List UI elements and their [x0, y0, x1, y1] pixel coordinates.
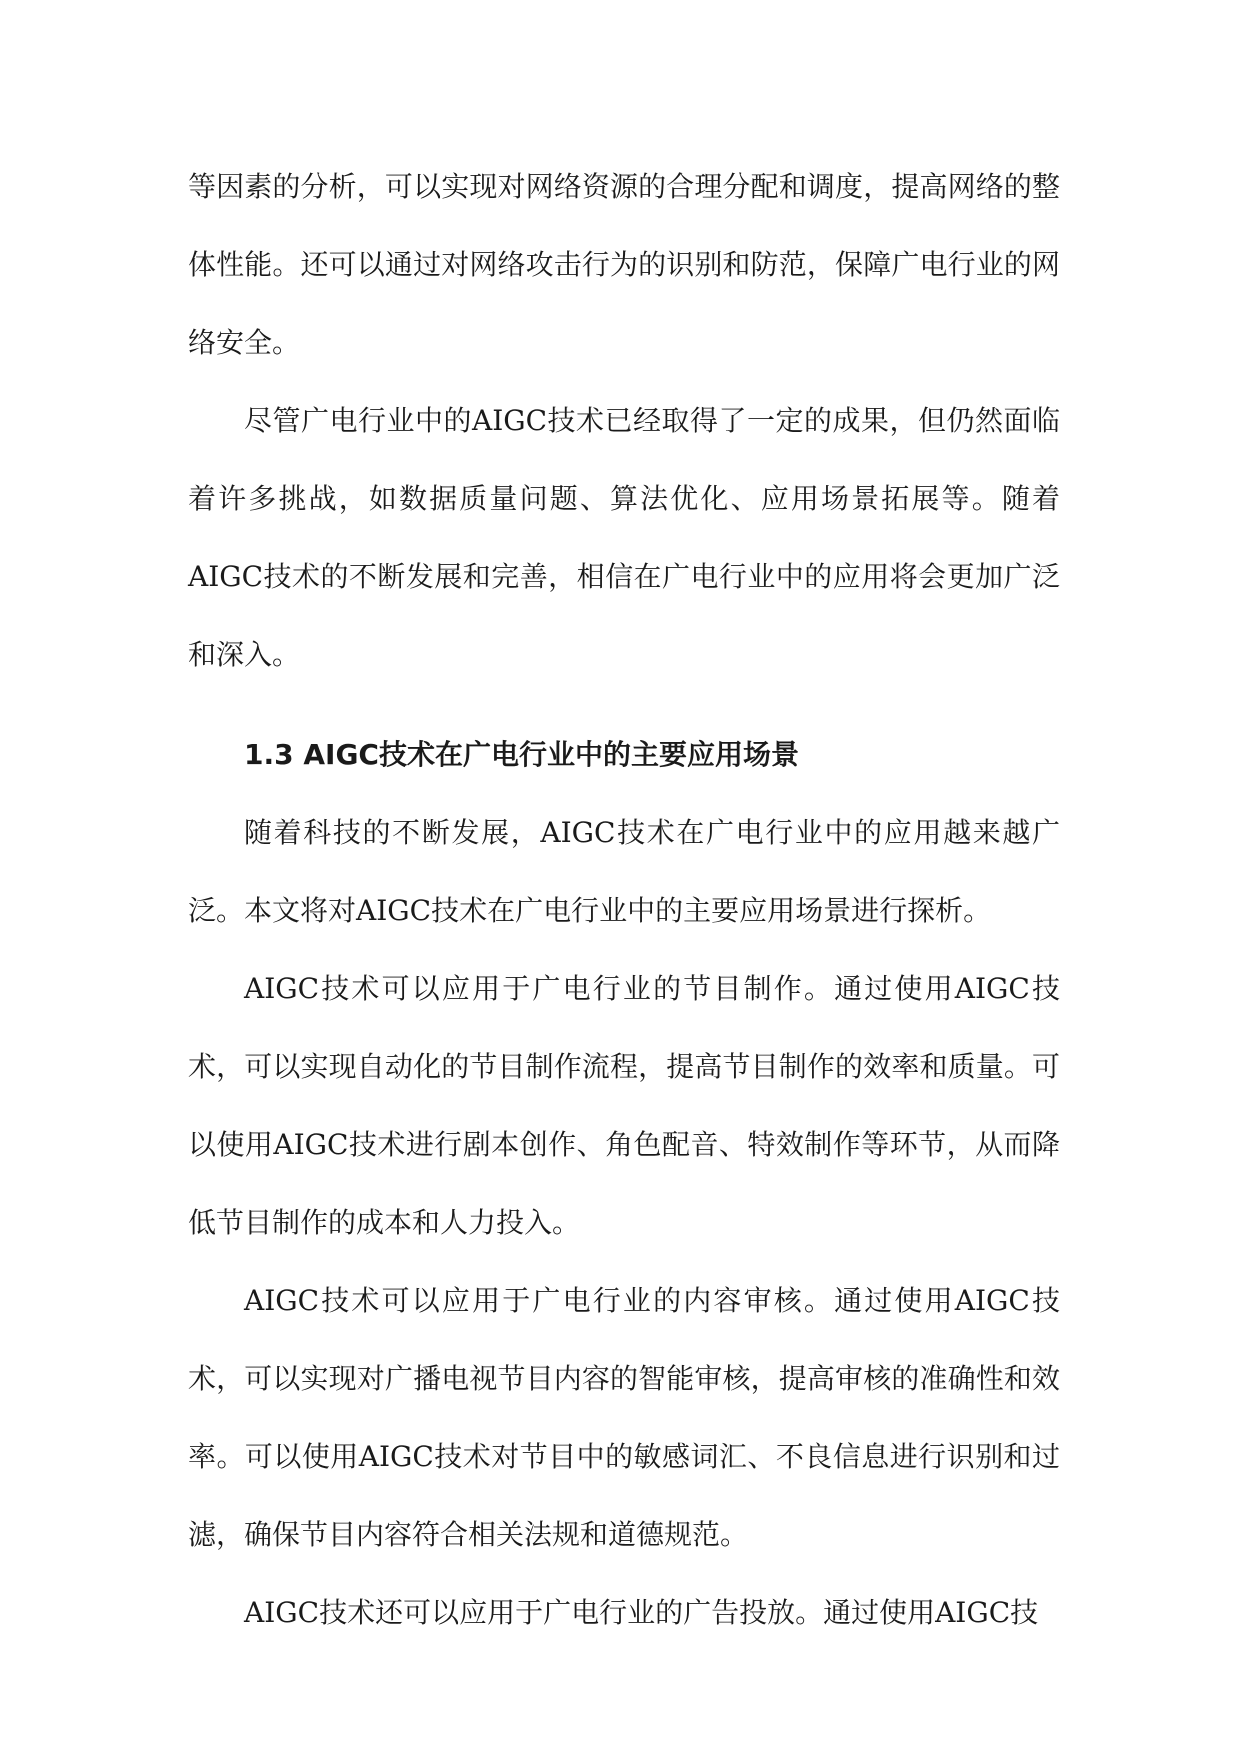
paragraph-advertising: AIGC技术还可以应用于广电行业的广告投放。通过使用AIGC技	[244, 1596, 1039, 1629]
paragraph-challenges: 尽管广电行业中的AIGC技术已经取得了一定的成果，但仍然面临着许多挑战，如数据质量问题、算法优化、应用场景拓展等。随着AIGC技术的不断发展和完善，相信在广电行业中的应用将会更加广泛和深入。	[188, 404, 1060, 671]
paragraph-review: AIGC技术可以应用于广电行业的内容审核。通过使用AIGC技术，可以实现对广播电视节目内容的智能审核，提高审核的准确性和效率。可以使用AIGC技术对节目中的敏感词汇、不良信息进行识别和过滤，确保节目内容符合相关法规和道德规范。	[188, 1284, 1060, 1551]
section-heading: 1.3 AIGC技术在广电行业中的主要应用场景	[244, 738, 799, 771]
paragraph-continuation: 等因素的分析，可以实现对网络资源的合理分配和调度，提高网络的整体性能。还可以通过对网络攻击行为的识别和防范，保障广电行业的网络安全。	[188, 170, 1060, 359]
paragraph-intro: 随着科技的不断发展，AIGC技术在广电行业中的应用越来越广泛。本文将对AIGC技术在广电行业中的主要应用场景进行探析。	[188, 816, 1060, 927]
document-body	[188, 148, 1060, 1652]
paragraph-production: AIGC技术可以应用于广电行业的节目制作。通过使用AIGC技术，可以实现自动化的节目制作流程，提高节目制作的效率和质量。可以使用AIGC技术进行剧本创作、角色配音、特效制作等环节，从而降低节目制作的成本和人力投入。	[188, 972, 1060, 1239]
